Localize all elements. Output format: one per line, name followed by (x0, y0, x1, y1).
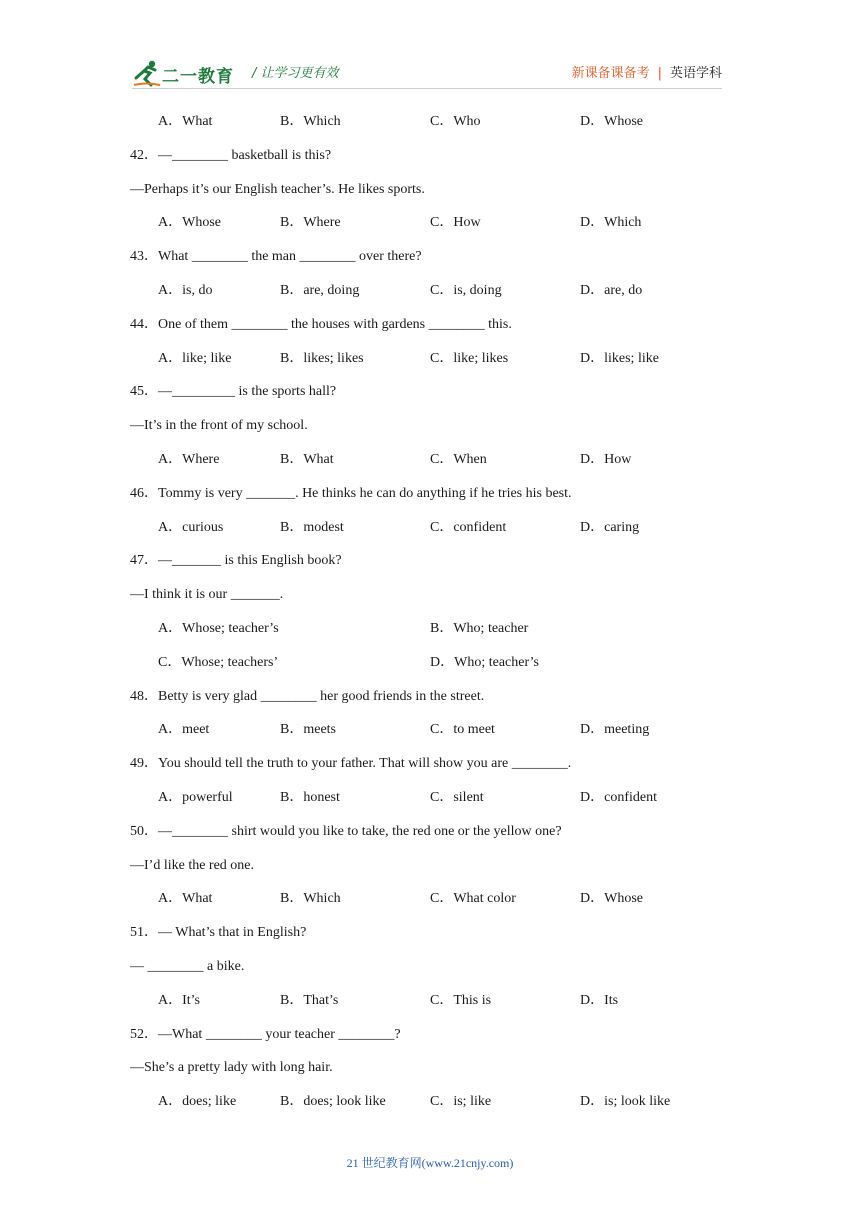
header-tagline: 新课备课备考 (571, 66, 650, 81)
answer-option: A．Whose; teacher’s (158, 620, 279, 636)
question-text: 42．—________ basketball is this? (130, 147, 332, 163)
answer-option: B．Which (280, 891, 341, 907)
answer-option: A．is, do (158, 282, 213, 298)
answer-option: C．When (430, 451, 487, 467)
answer-option: B．Who; teacher (430, 620, 529, 636)
option-row (130, 111, 730, 145)
answer-option: A．What (158, 891, 213, 907)
question-text: —I think it is our _______. (130, 587, 284, 603)
question-text: —It’s in the front of my school. (130, 418, 308, 434)
header-separator: | (657, 66, 662, 81)
answer-option: B．does; look like (280, 1094, 386, 1110)
answer-option: C．to meet (430, 722, 495, 738)
answer-option: A．does; like (158, 1094, 237, 1110)
option-row (130, 618, 730, 652)
answer-option: D．Whose (580, 114, 643, 129)
question-text: 43．What ________ the man ________ over there? (130, 249, 422, 265)
header-subject-label: 英语学科 (669, 66, 722, 81)
answer-option: D．How (580, 451, 632, 467)
header-divider (132, 88, 722, 89)
question-text: 51．— What’s that in English? (130, 925, 307, 941)
question-text: 45．—_________ is the sports hall? (130, 384, 337, 400)
logo-text: 二一教育 (162, 67, 234, 87)
answer-option: A．Where (158, 451, 220, 467)
answer-option: D．Its (580, 992, 619, 1008)
answer-option: C．like; likes (430, 350, 509, 366)
header-subject (572, 62, 722, 81)
page-footer: 21 世纪教育网(www.21cnjy.com) (346, 1156, 514, 1170)
answer-option: B．meets (280, 722, 336, 738)
answer-option: A．What (158, 114, 213, 129)
option-row (130, 348, 730, 382)
answer-option: A．meet (158, 722, 210, 738)
answer-option: B．That’s (280, 992, 339, 1008)
answer-option: A．It’s (158, 992, 200, 1008)
answer-option: C．is; like (430, 1094, 492, 1110)
answer-option: B．What (280, 451, 334, 467)
answer-option: D．caring (580, 519, 640, 535)
answer-option: C．is, doing (430, 282, 502, 298)
answer-option: D．Whose (580, 891, 643, 907)
question-list (130, 111, 730, 1125)
answer-option: C．Whose; teachers’ (158, 654, 279, 670)
answer-option: B．are, doing (280, 282, 360, 298)
option-row (130, 280, 730, 314)
answer-option: B．honest (280, 789, 340, 805)
answer-option: C．How (430, 215, 481, 231)
option-row (130, 517, 730, 551)
brand-logo (132, 58, 242, 90)
option-row (130, 449, 730, 483)
question-text: 50．—________ shirt would you like to take, the red one or the yellow one? (130, 823, 562, 839)
answer-option: C．This is (430, 992, 492, 1008)
question-text: — ________ a bike. (130, 958, 245, 974)
answer-option: D．Who; teacher’s (430, 654, 539, 670)
question-text: 47．—_______ is this English book? (130, 553, 342, 569)
answer-option: C．confident (430, 519, 507, 535)
answer-option: B．Which (280, 114, 341, 129)
answer-option: A．powerful (158, 789, 233, 805)
answer-option: D．are, do (580, 282, 643, 298)
answer-option: A．Whose (158, 215, 221, 231)
runner-icon (132, 58, 162, 88)
answer-option: C．What color (430, 891, 516, 907)
question-text: 44．One of them ________ the houses with gardens ________ this. (130, 316, 512, 332)
question-text: —Perhaps it’s our English teacher’s. He likes sports. (130, 181, 425, 197)
answer-option: A．like; like (158, 350, 232, 366)
question-text: 46．Tommy is very _______. He thinks he can do anything if he tries his best. (130, 485, 572, 501)
option-row (130, 212, 730, 246)
answer-option: D．meeting (580, 722, 650, 738)
answer-option: B．Where (280, 215, 341, 231)
option-row (130, 990, 730, 1024)
option-row (130, 888, 730, 922)
answer-option: D．Which (580, 215, 642, 231)
answer-option: A．curious (158, 519, 224, 535)
answer-option: B．modest (280, 519, 344, 535)
answer-option: D．is; look like (580, 1094, 671, 1110)
answer-option: D．confident (580, 789, 657, 805)
answer-option: C．silent (430, 789, 484, 805)
answer-option: D．likes; like (580, 350, 659, 366)
answer-option: B．likes; likes (280, 350, 364, 366)
option-row (130, 719, 730, 753)
page-header (0, 0, 860, 100)
answer-option: C．Who (430, 114, 481, 129)
question-text: 49．You should tell the truth to your father. That will show you are ________. (130, 756, 572, 772)
question-text: —I’d like the red one. (130, 857, 255, 873)
option-row (130, 787, 730, 821)
question-text: —She’s a pretty lady with long hair. (130, 1060, 333, 1076)
option-row (130, 1091, 730, 1125)
question-text: 48．Betty is very glad ________ her good friends in the street. (130, 688, 485, 704)
slogan: / 让学习更有效 (252, 66, 339, 81)
option-row (130, 652, 730, 686)
question-text: 52．—What ________ your teacher ________? (130, 1026, 401, 1042)
